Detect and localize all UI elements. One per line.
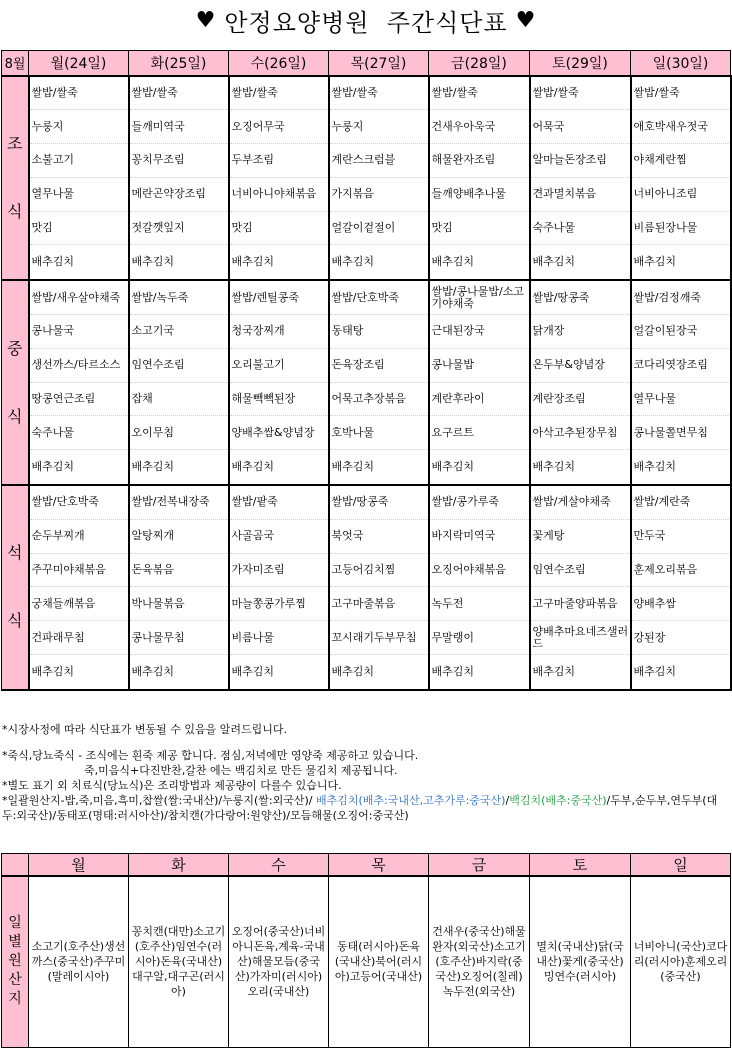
menu-item: 젓갈깻잎지	[130, 212, 228, 246]
menu-item: 코다리엿장조림	[632, 349, 730, 383]
menu-item: 배추김치	[31, 664, 75, 678]
menu-item: 누룽지	[330, 110, 428, 144]
menu-item: 알탕찌개	[130, 520, 228, 554]
day-menu-cell	[429, 485, 530, 690]
menu-item: 아삭고추된장무침	[531, 416, 630, 450]
menu-item: 얼갈이된장국	[632, 315, 730, 349]
menu-item: 배추김치	[231, 460, 275, 474]
menu-item: 쌀밥/땅콩죽	[531, 281, 630, 315]
menu-item: 배추김치	[131, 460, 175, 474]
origin-kimchi: 배추김치(배추:국내산,고추가루:중국산)	[315, 794, 506, 807]
menu-item: 쌀밥/팥죽	[230, 486, 328, 520]
day-header: 일(30일)	[631, 51, 731, 76]
menu-item: 고구마줄양파볶음	[531, 587, 630, 621]
menu-item: 두부조림	[230, 144, 328, 178]
menu-item: 오징어무국	[230, 110, 328, 144]
day-menu-cell	[429, 280, 530, 485]
menu-item: 쌀밥/쌀죽	[632, 77, 730, 111]
menu-item: 너비아니야채볶음	[230, 178, 328, 212]
menu-item: 콩나물무침	[130, 621, 228, 655]
menu-item: 고등어김치찜	[330, 554, 428, 588]
menu-item: 돈육장조림	[330, 349, 428, 383]
day-menu-cell	[329, 280, 429, 485]
menu-item: 배추김치	[532, 664, 576, 678]
menu-item: 쌀밥/쌀죽	[230, 77, 328, 111]
day-menu-cell	[631, 280, 731, 485]
meal-label: 중 식	[2, 280, 29, 485]
menu-item: 생선까스/타르소스	[30, 349, 128, 383]
menu-item: 온두부&양념장	[531, 349, 630, 383]
menu-item: 무말랭이	[430, 621, 529, 655]
weekly-menu-table	[1, 50, 732, 691]
menu-item: 쌀밥/단호박죽	[30, 486, 128, 520]
menu-item: 어묵국	[531, 110, 630, 144]
menu-item: 소고기국	[130, 315, 228, 349]
menu-item: 쌀밥/콩가루죽	[430, 486, 529, 520]
menu-item: 꽁치무조림	[130, 144, 228, 178]
menu-item: 견과멸치볶음	[531, 178, 630, 212]
day-menu-cell	[631, 485, 731, 690]
menu-item: 계란후라이	[430, 383, 529, 417]
origin-day-header: 토	[530, 854, 631, 877]
menu-item: 훈제오리볶음	[632, 554, 730, 588]
menu-item: 배추김치	[31, 255, 75, 269]
menu-item: 쌀밥/콩나물밥/소고기야채죽	[430, 281, 529, 315]
menu-item: 누룽지	[30, 110, 128, 144]
day-menu-cell	[229, 76, 329, 281]
day-header: 화(25일)	[129, 51, 229, 76]
day-menu-cell	[29, 485, 129, 690]
day-menu-cell	[129, 485, 229, 690]
month-header: 8월	[2, 51, 29, 76]
menu-item: 배추김치	[532, 460, 576, 474]
menu-item: 청국장찌개	[230, 315, 328, 349]
menu-item: 계란스크럼블	[330, 144, 428, 178]
day-header: 금(28일)	[429, 51, 530, 76]
menu-item: 맛김	[230, 212, 328, 246]
origin-white-kimchi: 백김치(배추:중국산)	[509, 794, 607, 807]
menu-item: 맛김	[30, 212, 128, 246]
menu-item: 배추김치	[331, 255, 375, 269]
menu-item: 마늘쫑콩가루찜	[230, 587, 328, 621]
menu-item: 배추김치	[633, 255, 677, 269]
menu-item: 고구마줄볶음	[330, 587, 428, 621]
menu-item: 강된장	[632, 621, 730, 655]
menu-item: 계란장조림	[531, 383, 630, 417]
menu-item: 쌀밥/쌀죽	[330, 77, 428, 111]
menu-item: 배추김치	[431, 255, 475, 269]
menu-item: 애호박새우젓국	[632, 110, 730, 144]
day-menu-cell	[129, 76, 229, 281]
menu-item: 얼갈이겉절이	[330, 212, 428, 246]
menu-item: 배추김치	[633, 460, 677, 474]
menu-item: 배추김치	[331, 460, 375, 474]
day-header: 수(26일)	[229, 51, 329, 76]
day-menu-cell	[329, 76, 429, 281]
menu-item: 배추김치	[231, 255, 275, 269]
menu-item: 가지볶음	[330, 178, 428, 212]
origin-day-header: 목	[329, 854, 429, 877]
menu-item: 쌀밥/쌀죽	[130, 77, 228, 111]
menu-item: 배추김치	[331, 664, 375, 678]
origin-day-header: 월	[29, 854, 129, 877]
menu-item: 배추김치	[31, 460, 75, 474]
menu-item: 오리불고기	[230, 349, 328, 383]
menu-item: 쌀밥/단호박죽	[330, 281, 428, 315]
menu-item: 쌀밥/검정깨죽	[632, 281, 730, 315]
day-menu-cell	[129, 280, 229, 485]
day-header: 토(29일)	[530, 51, 631, 76]
origin-day-header: 수	[229, 854, 329, 877]
notes-section	[2, 722, 730, 823]
menu-item: 쌀밥/계란죽	[632, 486, 730, 520]
menu-item: 근대된장국	[430, 315, 529, 349]
meal-label: 조 식	[2, 76, 29, 281]
menu-item: 녹두전	[430, 587, 529, 621]
menu-item: 만두국	[632, 520, 730, 554]
menu-item: 양배추쌈&양념장	[230, 416, 328, 450]
menu-item: 바지락미역국	[430, 520, 529, 554]
menu-item: 열무나물	[632, 383, 730, 417]
note-origin	[2, 793, 730, 823]
menu-item: 임연수조림	[130, 349, 228, 383]
note-therapy: *별도 표기 외 치료식(당뇨식)은 조리방법과 제공량이 다를수 있습니다.	[2, 779, 342, 792]
origin-cell: 소고기(호주산)생선까스(중국산)주꾸미(말레이시아)	[29, 876, 129, 1047]
day-menu-cell	[229, 280, 329, 485]
origin-day-header: 일	[631, 854, 731, 877]
menu-item: 배추김치	[131, 255, 175, 269]
day-menu-cell	[530, 76, 631, 281]
page-title	[0, 0, 732, 40]
menu-item: 꽃게탕	[531, 520, 630, 554]
origin-cell: 멸치(국내산)닭(국내산)꽃게(중국산)밍연수(러시아)	[530, 876, 631, 1047]
day-menu-cell	[530, 280, 631, 485]
origin-day-header: 금	[429, 854, 530, 877]
menu-item: 배추김치	[431, 460, 475, 474]
origin-text: *일괄원산지-밥,죽,미음,흑미,찹쌀(쌀:국내산)/누룽지(쌀:외국산)/	[2, 794, 316, 807]
menu-item: 쌀밥/새우살야채죽	[30, 281, 128, 315]
menu-item: 궁채들깨볶음	[30, 587, 128, 621]
day-header: 목(27일)	[329, 51, 429, 76]
origin-text-rest: /두부,순두부,연두부(대두:외국산)/동태포(명태:러시아산)/참치캔(가다랑어:원양산)/모듬해물(오징어:중국산)	[2, 794, 718, 822]
menu-item: 순두부찌개	[30, 520, 128, 554]
day-menu-cell	[329, 485, 429, 690]
menu-item: 배추김치	[231, 664, 275, 678]
menu-item: 비름나물	[230, 621, 328, 655]
menu-item: 호박나물	[330, 416, 428, 450]
menu-item: 북엇국	[330, 520, 428, 554]
menu-item: 콩나물밥	[430, 349, 529, 383]
menu-item: 오징어야채볶음	[430, 554, 529, 588]
menu-item: 콩나물국	[30, 315, 128, 349]
meal-row	[2, 280, 731, 485]
menu-item: 가자미조림	[230, 554, 328, 588]
menu-item: 콩나물쫄면무침	[632, 416, 730, 450]
day-menu-cell	[631, 76, 731, 281]
note-porridge: *죽식,당뇨죽식 - 조식에는 흰죽 제공 합니다. 점심,저녁에만 영양죽 제공하고 있습니다.	[2, 749, 419, 762]
menu-item: 건파래무침	[30, 621, 128, 655]
menu-item: 건새우아욱국	[430, 110, 529, 144]
origin-corner	[2, 854, 29, 877]
day-menu-cell	[29, 76, 129, 281]
origin-cell: 꽁치캔(대만)소고기(호주산)임연수(러시아)돈육(국내산)대구알,대구곤(러시아)	[129, 876, 229, 1047]
menu-item: 양배추쌈	[632, 587, 730, 621]
day-header: 월(24일)	[29, 51, 129, 76]
menu-item: 들깨양배추나물	[430, 178, 529, 212]
title-text: 안정요양병원 주간식단표	[224, 8, 508, 37]
menu-item: 잡채	[130, 383, 228, 417]
menu-item: 열무나물	[30, 178, 128, 212]
menu-item: 배추김치	[532, 255, 576, 269]
menu-item: 쌀밥/쌀죽	[30, 77, 128, 111]
menu-item: 숙주나물	[531, 212, 630, 246]
menu-item: 사골곰국	[230, 520, 328, 554]
menu-item: 요구르트	[430, 416, 529, 450]
menu-item: 들깨미역국	[130, 110, 228, 144]
meal-row	[2, 76, 731, 281]
menu-item: 해물빽빽된장	[230, 383, 328, 417]
menu-item: 동태탕	[330, 315, 428, 349]
menu-item: 배추김치	[431, 664, 475, 678]
menu-item: 숙주나물	[30, 416, 128, 450]
menu-item: 돈육볶음	[130, 554, 228, 588]
day-menu-cell	[429, 76, 530, 281]
heart-icon: ♥	[515, 7, 537, 33]
day-menu-cell	[530, 485, 631, 690]
menu-item: 해물완자조림	[430, 144, 529, 178]
origin-cell: 오징어(중국산)너비아니돈육,계육-국내산)해물모듬(중국산)가자미(러시아)오리(국내산)	[229, 876, 329, 1047]
menu-item: 쌀밥/렌틸콩죽	[230, 281, 328, 315]
menu-item: 메란곤약장조림	[130, 178, 228, 212]
menu-item: 맛김	[430, 212, 529, 246]
menu-item: 쌀밥/전복내장죽	[130, 486, 228, 520]
menu-item: 꼬시래기두부무침	[330, 621, 428, 655]
daily-origin-table	[1, 853, 731, 1048]
day-menu-cell	[29, 280, 129, 485]
menu-item: 주꾸미야채볶음	[30, 554, 128, 588]
menu-item: 쌀밥/땅콩죽	[330, 486, 428, 520]
origin-day-header: 화	[129, 854, 229, 877]
origin-row-label: 일 별 원 산 지	[2, 876, 29, 1047]
meal-label: 석 식	[2, 485, 29, 690]
day-menu-cell	[229, 485, 329, 690]
menu-item: 쌀밥/게살야채죽	[531, 486, 630, 520]
origin-cell: 너비아니(국산)코다리(러시아)훈제오리(중국산)	[631, 876, 731, 1047]
meal-row	[2, 485, 731, 690]
origin-separator: /	[505, 794, 510, 807]
note-change: *시장사정에 따라 식단표가 변동될 수 있음을 알려드립니다.	[2, 723, 287, 736]
menu-item: 소불고기	[30, 144, 128, 178]
menu-item: 비름된장나물	[632, 212, 730, 246]
menu-item: 야채계란찜	[632, 144, 730, 178]
menu-item: 땅콩연근조림	[30, 383, 128, 417]
origin-cell: 건새우(중국산)해물완자(외국산)소고기(호주산)바지락(중국산)오징어(칠레)녹두전(외국산)	[429, 876, 530, 1047]
menu-item: 닭개장	[531, 315, 630, 349]
menu-item: 오이무침	[130, 416, 228, 450]
note-kimchi: 죽,미음식+다진반찬,갈찬 에는 백김치로 만든 물김치 제공됩니다.	[84, 764, 398, 777]
menu-item: 쌀밥/녹두죽	[130, 281, 228, 315]
menu-item: 쌀밥/쌀죽	[531, 77, 630, 111]
origin-cell: 동태(러시아)돈육(국내산)북어(러시아)고등어(국내산)	[329, 876, 429, 1047]
menu-item: 너비아니조림	[632, 178, 730, 212]
menu-item: 알마늘돈장조림	[531, 144, 630, 178]
menu-item: 양배추마요네즈샐러드	[531, 621, 630, 655]
menu-item: 박나물볶음	[130, 587, 228, 621]
menu-item: 배추김치	[131, 664, 175, 678]
menu-item: 임연수조림	[531, 554, 630, 588]
menu-item: 어묵고추장볶음	[330, 383, 428, 417]
heart-icon: ♥	[195, 7, 217, 33]
menu-item: 쌀밥/쌀죽	[430, 77, 529, 111]
menu-item: 배추김치	[633, 664, 677, 678]
